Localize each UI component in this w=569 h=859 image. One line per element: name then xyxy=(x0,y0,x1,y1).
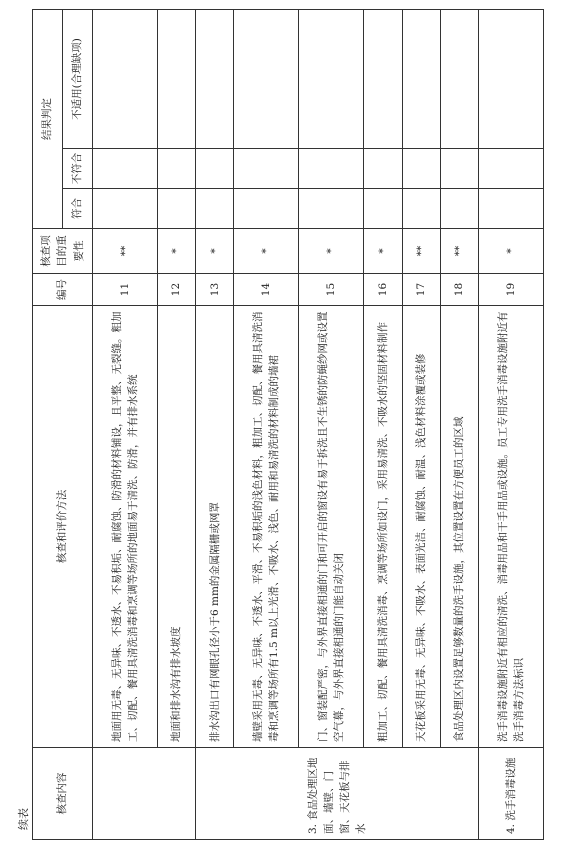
importance-cell: * xyxy=(478,229,543,274)
importance-cell: * xyxy=(234,229,299,274)
importance-cell: ** xyxy=(93,229,158,274)
na-cell xyxy=(402,9,440,148)
number-cell: 15 xyxy=(299,274,364,306)
na-cell xyxy=(234,9,299,148)
nonconform-cell xyxy=(478,149,543,189)
header-check-content: 核查内容 xyxy=(33,748,93,840)
na-cell xyxy=(364,9,402,148)
nonconform-cell xyxy=(93,149,158,189)
method-cell: 门、窗装配严密，与外界直接相通的门和可开启的窗设有易于拆洗且不生锈的防蝇纱网或设置空气幕，与外界直接相通的门能自动关闭 xyxy=(299,306,364,748)
header-number: 编号 xyxy=(33,274,93,306)
method-cell: 粗加工、切配、餐用具清洗消毒、烹调等场所如设门，采用易清洗、不吸水的坚固材料制作 xyxy=(364,306,402,748)
na-cell xyxy=(440,9,478,148)
table-row xyxy=(234,9,299,839)
na-cell xyxy=(299,9,364,148)
importance-cell: * xyxy=(364,229,402,274)
rotated-table-wrapper xyxy=(32,10,544,840)
group-cell: 3. 食品处理区地面、墙壁、门窗、天花板与排水 xyxy=(196,748,479,840)
header-result: 结果判定 xyxy=(33,9,63,228)
conform-cell xyxy=(299,189,364,229)
number-cell: 17 xyxy=(402,274,440,306)
header-importance: 核查项目的重要性 xyxy=(33,229,93,274)
nonconform-cell xyxy=(299,149,364,189)
na-cell xyxy=(196,9,234,148)
nonconform-cell xyxy=(440,149,478,189)
importance-cell: * xyxy=(196,229,234,274)
conform-cell xyxy=(196,189,234,229)
number-cell: 11 xyxy=(93,274,158,306)
importance-cell: ** xyxy=(402,229,440,274)
importance-cell: * xyxy=(299,229,364,274)
method-cell: 地面用无毒、无异味、不透水、不易积垢、耐腐蚀、防滑的材料铺设，且平整、无裂缝。粗加工、切配、餐用具清洗消毒和烹调等场所的地面易于清洗、防滑，并有排水系统 xyxy=(93,306,158,748)
importance-cell: ** xyxy=(440,229,478,274)
na-cell xyxy=(157,9,195,148)
method-cell: 天花板采用无毒、无异味、不吸水、表面光洁、耐腐蚀、耐温、浅色材料涂覆或装修 xyxy=(402,306,440,748)
table-row xyxy=(478,9,543,839)
header-nonconform: 不符合 xyxy=(63,149,93,189)
group-cell xyxy=(93,748,196,840)
table-row xyxy=(299,9,364,839)
nonconform-cell xyxy=(364,149,402,189)
table-row xyxy=(157,9,195,839)
table-row xyxy=(402,9,440,839)
conform-cell xyxy=(364,189,402,229)
conform-cell xyxy=(234,189,299,229)
conform-cell xyxy=(157,189,195,229)
number-cell: 12 xyxy=(157,274,195,306)
importance-cell: * xyxy=(157,229,195,274)
conform-cell xyxy=(440,189,478,229)
nonconform-cell xyxy=(402,149,440,189)
nonconform-cell xyxy=(196,149,234,189)
number-cell: 13 xyxy=(196,274,234,306)
inspection-table xyxy=(32,9,544,840)
header-method: 核查和评价方法 xyxy=(33,306,93,748)
table-row xyxy=(440,9,478,839)
number-cell: 14 xyxy=(234,274,299,306)
method-cell: 墙壁采用无毒、无异味、不透水、平滑、不易积垢的浅色材料，粗加工、切配、餐用具清洗消毒和烹调等场所有1.5 m以上光滑、不吸水、浅色、耐用和易清洗的材料制成的墙裙 xyxy=(234,306,299,748)
header-na: 不适用(合理缺项) xyxy=(63,9,93,148)
na-cell xyxy=(478,9,543,148)
table-row xyxy=(364,9,402,839)
method-cell: 洗手消毒设施附近有相应的清洗、消毒用品和干手用品或设施。员工专用洗手消毒设施附近有洗手消毒方法标识 xyxy=(478,306,543,748)
table-row xyxy=(93,9,158,839)
number-cell: 16 xyxy=(364,274,402,306)
continued-caption: 续表 xyxy=(17,808,30,830)
na-cell xyxy=(93,9,158,148)
method-cell: 排水沟出口有网眼孔径小于6 mm的金属隔栅或网罩 xyxy=(196,306,234,748)
method-cell: 食品处理区内设置足够数量的洗手设施，其位置设置在方便员工的区域 xyxy=(440,306,478,748)
method-cell: 地面和排水沟有排水坡度 xyxy=(157,306,195,748)
conform-cell xyxy=(478,189,543,229)
nonconform-cell xyxy=(157,149,195,189)
conform-cell xyxy=(402,189,440,229)
table-row xyxy=(196,9,234,839)
conform-cell xyxy=(93,189,158,229)
number-cell: 19 xyxy=(478,274,543,306)
header-row xyxy=(33,9,63,839)
header-conform: 符合 xyxy=(63,189,93,229)
nonconform-cell xyxy=(234,149,299,189)
group-cell: 4. 洗手消毒设施 xyxy=(478,748,543,840)
number-cell: 18 xyxy=(440,274,478,306)
